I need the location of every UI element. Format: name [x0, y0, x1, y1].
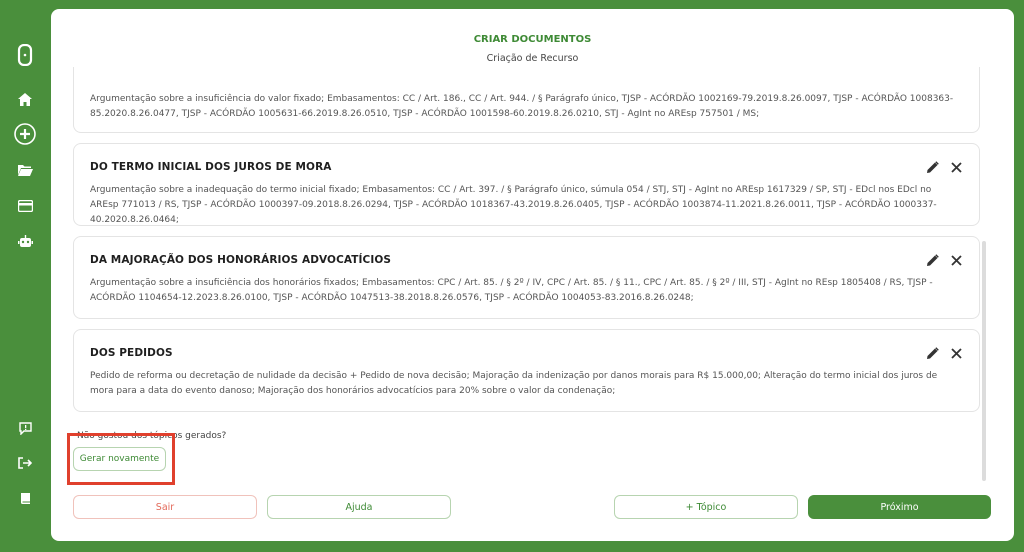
close-icon[interactable] [949, 346, 963, 360]
regenerate-button[interactable]: Gerar novamente [73, 447, 166, 471]
scrollbar[interactable] [982, 241, 986, 481]
edit-icon[interactable] [925, 346, 939, 360]
topic-card [73, 236, 980, 319]
logo-icon[interactable] [14, 44, 36, 66]
topic-card [73, 67, 980, 133]
robot-icon[interactable] [14, 230, 36, 252]
topic-text: Pedido de reforma ou decretação de nulidade da decisão + Pedido de nova decisão; Majoração da indenização por danos morais para R$ 15.000,00; Alteração do termo inicial dos juros de mora para a data do evento danoso; Majoração dos honorários advocatícios para 20% sobre o valor da condenação; [90, 371, 938, 396]
topic-card [73, 143, 980, 226]
sidebar [0, 0, 50, 552]
topic-text: Argumentação sobre a insuficiência dos honorários fixados; Embasamentos: CPC / Art. 85. / § 2º / IV, CPC / Art. 85. / § 11., CPC / Art. 85. / § 2º / III, STJ - AgInt no REsp 1805408 / RS, TJSP - ACÓRDÃO 1104654-12.2023.8.26.0100, TJSP - ACÓRDÃO 1047513-38.2018.8.26.0576, TJSP - ACÓRDÃO 1004053-83.2016.8.26.0248; [90, 278, 933, 303]
topic-title: DA MAJORAÇÃO DOS HONORÁRIOS ADVOCATÍCIOS [90, 254, 392, 266]
next-button[interactable]: Próximo [808, 495, 991, 519]
close-icon[interactable] [949, 160, 963, 174]
edit-icon[interactable] [925, 160, 939, 174]
help-button[interactable]: Ajuda [267, 495, 451, 519]
home-icon[interactable] [14, 88, 36, 110]
main-panel [51, 9, 1014, 541]
topic-title: DOS PEDIDOS [90, 347, 173, 359]
topic-card [73, 329, 980, 412]
page-title: CRIAR DOCUMENTOS [473, 34, 592, 45]
topic-title: DO TERMO INICIAL DOS JUROS DE MORA [90, 161, 332, 173]
add-icon[interactable] [14, 123, 36, 145]
close-icon[interactable] [949, 253, 963, 267]
logout-icon[interactable] [14, 452, 36, 474]
feedback-icon[interactable] [14, 417, 36, 439]
topic-text: Argumentação sobre a insuficiência do valor fixado; Embasamentos: CC / Art. 186., CC / Art. 944. / § Parágrafo único, TJSP - ACÓRDÃO 1002169-79.2019.8.26.0097, TJSP - ACÓRDÃO 1008363-85.2020.8.26.0477, TJSP - ACÓRDÃO 1005631-66.2019.8.26.0510, TJSP - ACÓRDÃO 1001598-60.2019.8.26.0210, STJ - AgInt no AREsp 757501 / MS; [90, 94, 954, 119]
topic-text: Argumentação sobre a inadequação do termo inicial fixado; Embasamentos: CC / Art. 397. / § Parágrafo único, súmula 054 / STJ, STJ - AgInt no AREsp 1617329 / SP, STJ - EDcl nos EDcl no AREsp 771013 / RS, TJSP - ACÓRDÃO 1000397-09.2018.8.26.0294, TJSP - ACÓRDÃO 1018367-43.2019.8.26.0405, TJSP - ACÓRDÃO 1003874-11.2021.8.26.0011, TJSP - ACÓRDÃO 1000337-40.2020.8.26.0464; [90, 185, 937, 225]
regenerate-question: Não gostou dos tópicos gerados? [77, 431, 227, 441]
edit-icon[interactable] [925, 253, 939, 267]
folder-icon[interactable] [14, 159, 36, 181]
highlight-box [67, 433, 175, 485]
card-icon[interactable] [14, 195, 36, 217]
exit-button[interactable]: Sair [73, 495, 257, 519]
page-subtitle: Criação de Recurso [486, 53, 579, 64]
book-icon[interactable] [14, 487, 36, 509]
add-topic-button[interactable]: + Tópico [614, 495, 798, 519]
